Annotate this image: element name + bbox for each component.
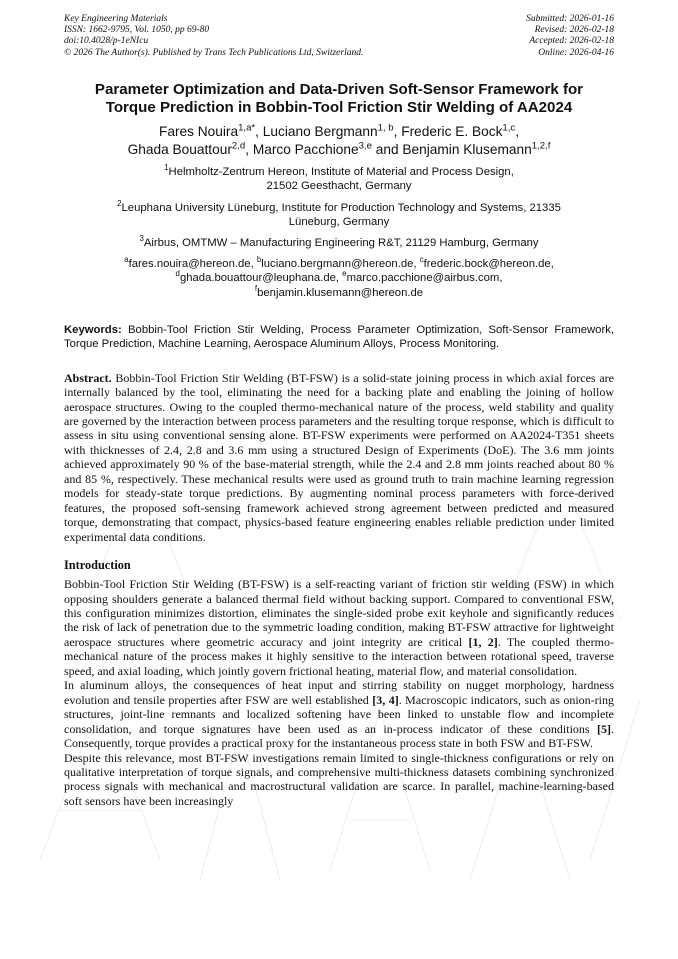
affiliation-3	[64, 236, 614, 250]
abstract	[64, 371, 614, 544]
affiliation-sup: 1	[164, 163, 169, 173]
author-sup: 1, b	[377, 122, 394, 134]
affiliation-line: 21502 Geesthacht, Germany	[266, 180, 412, 193]
abstract-text: Bobbin-Tool Friction Stir Welding (BT-FSW) is a solid-state joining process in which axial forces are internally balanced by the tool, eliminating the need for a backing plate and enabling the joining of hollow aerospace structures. Owing to the coupled thermo-mechanical nature of the process, weld stability and quality are governed by the interaction between process parameters and the resulting torque response, which is difficult to assess in situ using conventional sensing alone. BT-FSW experiments were performed on AA2024-T351 sheets with thicknesses of 2.4, 2.8 and 3.6 mm using a structured Design of Experiments (DoE). The 3.6 mm joints achieved approximately 90 % of the base-material strength, while the 2.4 and 2.8 mm joints reached about 80 % and 85 %, respectively. These mechanical results were used as ground truth to train machine learning regression models for steady-state torque predictions. By augmenting nominal process parameters with force-derived features, the proposed soft-sensing framework achieved strong agreement between predicted and measured torque, demonstrating that compact, physics-based feature engineering enables reliable prediction under limited experimental data conditions.	[64, 370, 614, 544]
author-name: , Frederic E. Bock	[393, 124, 503, 140]
affiliation-1	[64, 165, 614, 193]
author-sup: 1,a*	[238, 122, 256, 134]
title-line-1: Parameter Optimization and Data-Driven Soft-Sensor Framework for	[94, 80, 584, 98]
email-link[interactable]: fares.nouira@hereon.de	[128, 258, 251, 271]
author-name: and Benjamin Klusemann	[371, 141, 532, 157]
email-link[interactable]: benjamin.klusemann@hereon.de	[257, 286, 424, 299]
affiliation-line: Leuphana University Lüneburg, Institute for Production Technology and Systems, 21335	[121, 201, 561, 214]
paper-title	[64, 81, 614, 117]
citation: [5]	[597, 721, 611, 736]
affiliation-line: Lüneburg, Germany	[288, 215, 390, 228]
title-line-2: Torque Prediction in Bobbin-Tool Friction Stir Welding of AA2024	[105, 99, 573, 117]
authors-line-1: Fares Nouira$^{1,a*}$, Luciano Bergmann$^{1, b}$, Frederic E. Bock$^{1,c}$,	[158, 122, 520, 140]
copyright: © 2026 The Author(s). Published by Trans Tech Publications Ltd, Switzerland.	[64, 47, 364, 58]
abstract-label: Abstract.	[64, 370, 112, 385]
journal-info	[64, 14, 363, 59]
affiliation-sup: 3	[139, 234, 144, 244]
author-sup: 1,2,f	[531, 140, 551, 152]
online-date: Online: 2026-04-16	[538, 47, 614, 58]
author-sup: 2,d	[231, 140, 246, 152]
author-sup: 1,c	[502, 122, 516, 134]
journal-name: Key Engineering Materials	[64, 14, 168, 24]
email-link[interactable]: marco.pacchione@airbus.com	[346, 272, 500, 285]
submitted-date: Submitted: 2026-01-16	[526, 14, 614, 24]
issn: ISSN: 1662-9795, Vol. 1050, pp 69-80	[64, 25, 210, 36]
affiliation-2	[64, 198, 614, 229]
author-list	[64, 123, 614, 158]
email-list: $^a$fares.nouira@hereon.de, $^b$luciano.bergmann@hereon.de, $^c$frederic.bock@hereon.de, $^d$ghada.bouattour@leuphana.de, $^e$marco.pacchione@airbus.com, $^f$benjamin.klusemann@hereon.de	[124, 255, 554, 299]
doi: doi:10.4028/p-1eNIcu	[64, 36, 149, 47]
author-name: Fares Nouira	[158, 124, 239, 140]
journal-header	[64, 14, 614, 59]
intro-paragraph-3: Despite this relevance, most BT-FSW investigations remain limited to single-thickness configurations or rely on qualitative interpretation of torque signals, and comprehensive multi-thickness datasets combining synchronized process signals with mechanical and macrostructural validation are scarce. In parallel, machine-learning-based soft sensors have been increasingly	[64, 750, 614, 808]
citation: [1, 2]	[468, 634, 498, 649]
authors-line-2	[64, 141, 614, 159]
accepted-date: Accepted: 2026-02-18	[529, 36, 614, 47]
affiliation-sup: 2	[117, 198, 122, 208]
affiliation-line: Helmholtz-Zentrum Hereon, Institute of Material and Process Design,	[168, 166, 514, 179]
email-link[interactable]: frederic.bock@hereon.de	[423, 258, 551, 271]
author-sup: 3,e	[358, 140, 372, 152]
keywords-text: Bobbin-Tool Friction Stir Welding, Process Parameter Optimization, Soft-Sensor Framework, Torque Prediction, Machine Learning, Aerospace Aluminum Alloys, Process Monitoring.	[64, 323, 614, 351]
section-heading-introduction: Introduction	[64, 558, 131, 573]
keywords	[64, 323, 614, 352]
author-name: , Luciano Bergmann	[255, 124, 378, 140]
affiliation-line: Airbus, OMTMW – Manufacturing Engineering R&T, 21129 Hamburg, Germany	[143, 237, 539, 250]
author-name: , Marco Pacchione	[245, 141, 359, 157]
intro-paragraph-1: Bobbin-Tool Friction Stir Welding (BT-FSW) is a self-reacting variant of friction stir welding (FSW) in which opposing shoulders generate a balanced thermal field without backing support. Compared to conventional FSW, this configuration minimizes distortion, eliminates the single-sided probe exit keyhole and significantly reduces the risk of lack of penetration due to the symmetric loading condition, making BT-FSW attractive for lightweight aerospace structures where geometric accuracy and joint integrity are critical [1, 2]. The coupled thermo-mechanical nature of the process makes it highly sensitive to the interaction between rotational speed, traverse speed, and axial loading, which jointly govern frictional heating, material flow, and material consolidation.	[64, 577, 615, 678]
keywords-label: Keywords:	[64, 323, 122, 336]
dates-info	[526, 14, 614, 59]
citation: [3, 4]	[372, 692, 399, 707]
email-link[interactable]: ghada.bouattour@leuphana.de	[179, 272, 336, 285]
intro-paragraph-2: In aluminum alloys, the consequences of heat input and stirring stability on nugget morphology, hardness evolution and tensile properties after FSW are well established [3, 4]. Macroscopic indicators, such as onion-ring structures, joint-line remnants and localized softening have been linked to unstable flow and incomplete consolidation, and torque signatures have been used as an in-process indicator of these conditions [5]. Consequently, torque provides a practical proxy for the instantaneous process state in both FSW and BT-FSW.	[64, 678, 615, 751]
author-name: Ghada Bouattour	[127, 141, 232, 157]
email-link[interactable]: luciano.bergmann@hereon.de	[261, 258, 414, 271]
revised-date: Revised: 2026-02-18	[534, 25, 614, 36]
